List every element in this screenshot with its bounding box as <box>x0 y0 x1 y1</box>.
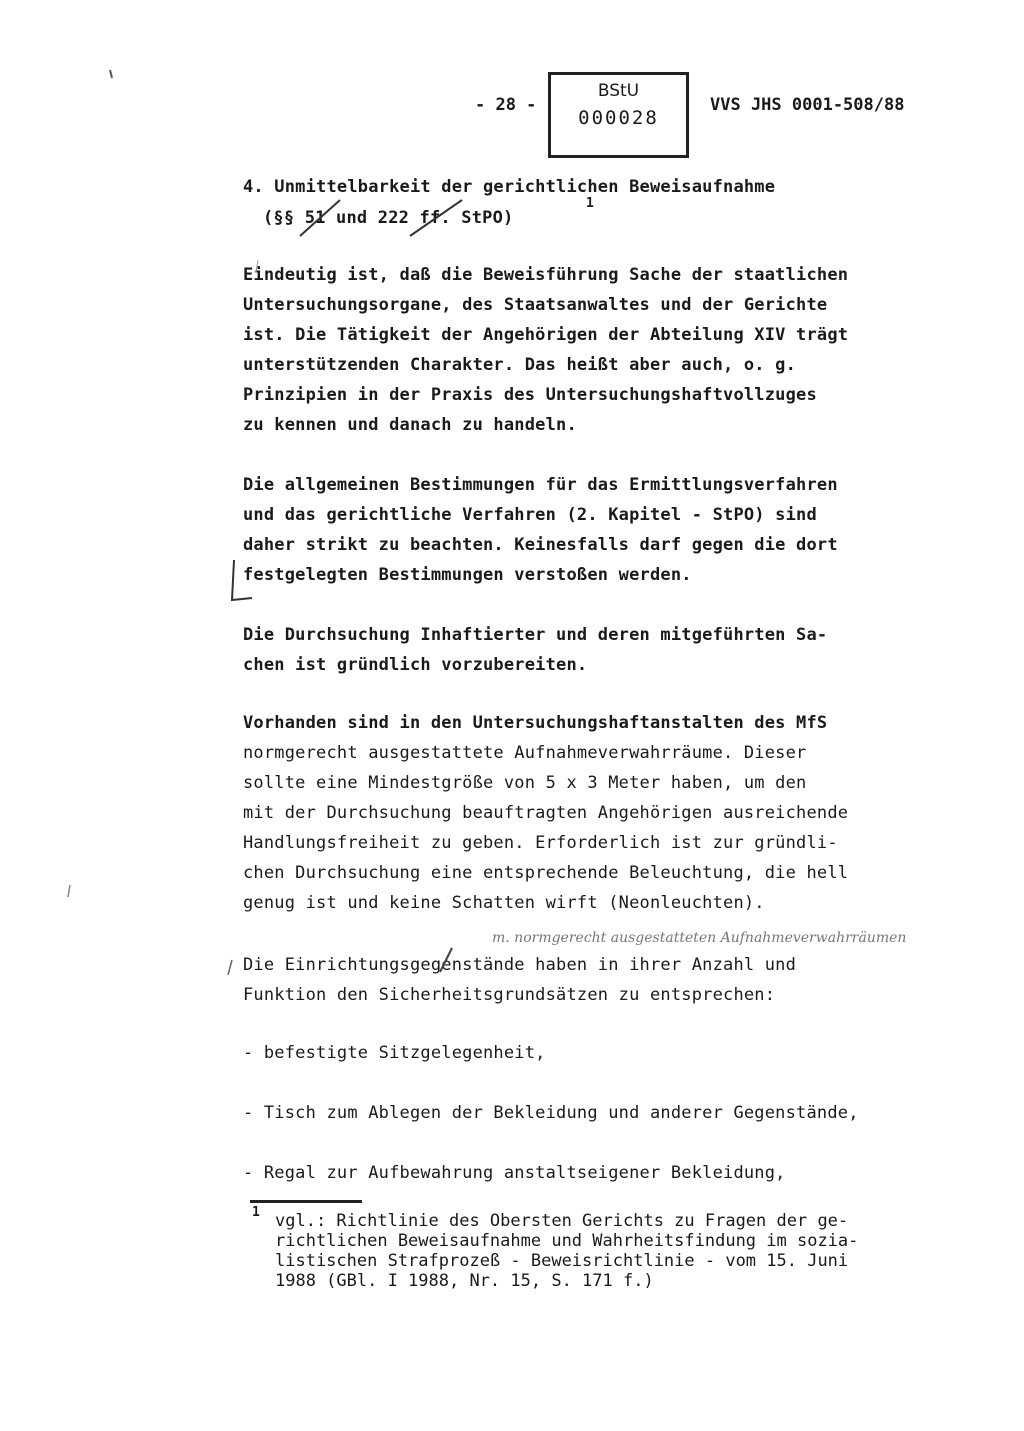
paragraph-line: und das gerichtliche Verfahren (2. Kapitel - StPO) sind <box>243 505 817 525</box>
margin-tick <box>68 885 70 897</box>
handwritten-annotation: m. normgerecht ausgestatteten Aufnahmeverwahrräumen <box>492 930 907 946</box>
paragraph-line: chen ist gründlich vorzubereiten. <box>243 655 588 675</box>
paragraph-line: chen Durchsuchung eine entsprechende Beleuchtung, die hell <box>243 863 849 883</box>
footnote-line: richtlichen Beweisaufnahme und Wahrheitsfindung im sozia- <box>275 1231 859 1251</box>
insertion-caret <box>440 948 452 972</box>
footnote-mark: 1 <box>252 1205 260 1220</box>
margin-tick <box>228 960 232 975</box>
footnote-line: vgl.: Richtlinie des Obersten Gerichts zu Fragen der ge- <box>275 1211 849 1231</box>
list-item: - Regal zur Aufbewahrung anstaltseigener Bekleidung, <box>243 1163 786 1183</box>
paragraph-line: festgelegten Bestimmungen verstoßen werden. <box>243 565 692 585</box>
margin-tick <box>256 260 258 272</box>
paragraph-line: Handlungsfreiheit zu geben. Erforderlich ist zur gründli- <box>243 833 838 853</box>
footnote-line: 1988 (GBl. I 1988, Nr. 15, S. 171 f.) <box>275 1271 654 1291</box>
list-item: - Tisch zum Ablegen der Bekleidung und anderer Gegenstände, <box>243 1103 859 1123</box>
paragraph-line: Die Einrichtungsgegenstände haben in ihrer Anzahl und <box>243 955 797 975</box>
paragraph-line: Funktion den Sicherheitsgrundsätzen zu entsprechen: <box>243 985 776 1005</box>
strike-mark <box>410 200 462 236</box>
paragraph-line: sollte eine Mindestgröße von 5 x 3 Meter haben, um den <box>243 773 807 793</box>
paragraph-line: Vorhanden sind in den Untersuchungshaftanstalten des MfS <box>243 713 828 733</box>
paragraph-line: ist. Die Tätigkeit der Angehörigen der Abteilung XIV trägt <box>243 325 849 345</box>
document-reference: VVS JHS 0001-508/88 <box>710 95 905 115</box>
paragraph-line: Die allgemeinen Bestimmungen für das Ermittlungsverfahren <box>243 475 838 495</box>
paragraph-line: zu kennen und danach zu handeln. <box>243 415 577 435</box>
paragraph-line: daher strikt zu beachten. Keinesfalls darf gegen die dort <box>243 535 838 555</box>
strike-mark <box>300 200 340 236</box>
section-heading-line1: 4. Unmittelbarkeit der gerichtlichen Beweisaufnahme <box>243 177 776 197</box>
paragraph-line: Prinzipien in der Praxis des Untersuchungshaftvollzuges <box>243 385 817 405</box>
list-item: - befestigte Sitzgelegenheit, <box>243 1043 546 1063</box>
footnote-line: listischen Strafprozeß - Beweisrichtlinie - vom 15. Juni <box>275 1251 849 1271</box>
paragraph-line: mit der Durchsuchung beauftragten Angehörigen ausreichende <box>243 803 849 823</box>
margin-bracket <box>232 560 252 600</box>
page-number: - 28 - <box>475 95 537 115</box>
stamp-label: BStU <box>597 81 640 101</box>
paragraph-line: Eindeutig ist, daß die Beweisführung Sache der staatlichen <box>243 265 849 285</box>
heading-footnote-mark: 1 <box>586 196 595 211</box>
margin-tick <box>110 70 112 78</box>
paragraph-line: Untersuchungsorgane, des Staatsanwaltes und der Gerichte <box>243 295 828 315</box>
paragraph-line: unterstützenden Charakter. Das heißt aber auch, o. g. <box>243 355 797 375</box>
paragraph-line: Die Durchsuchung Inhaftierter und deren mitgeführten Sa- <box>243 625 828 645</box>
paragraph-line: genug ist und keine Schatten wirft (Neonleuchten). <box>243 893 765 913</box>
section-heading-line2: (§§ 51 und 222 ff. StPO) <box>263 208 514 228</box>
stamp-number: 000028 <box>578 107 659 129</box>
paragraph-line: normgerecht ausgestattete Aufnahmeverwahrräume. Dieser <box>243 743 807 763</box>
